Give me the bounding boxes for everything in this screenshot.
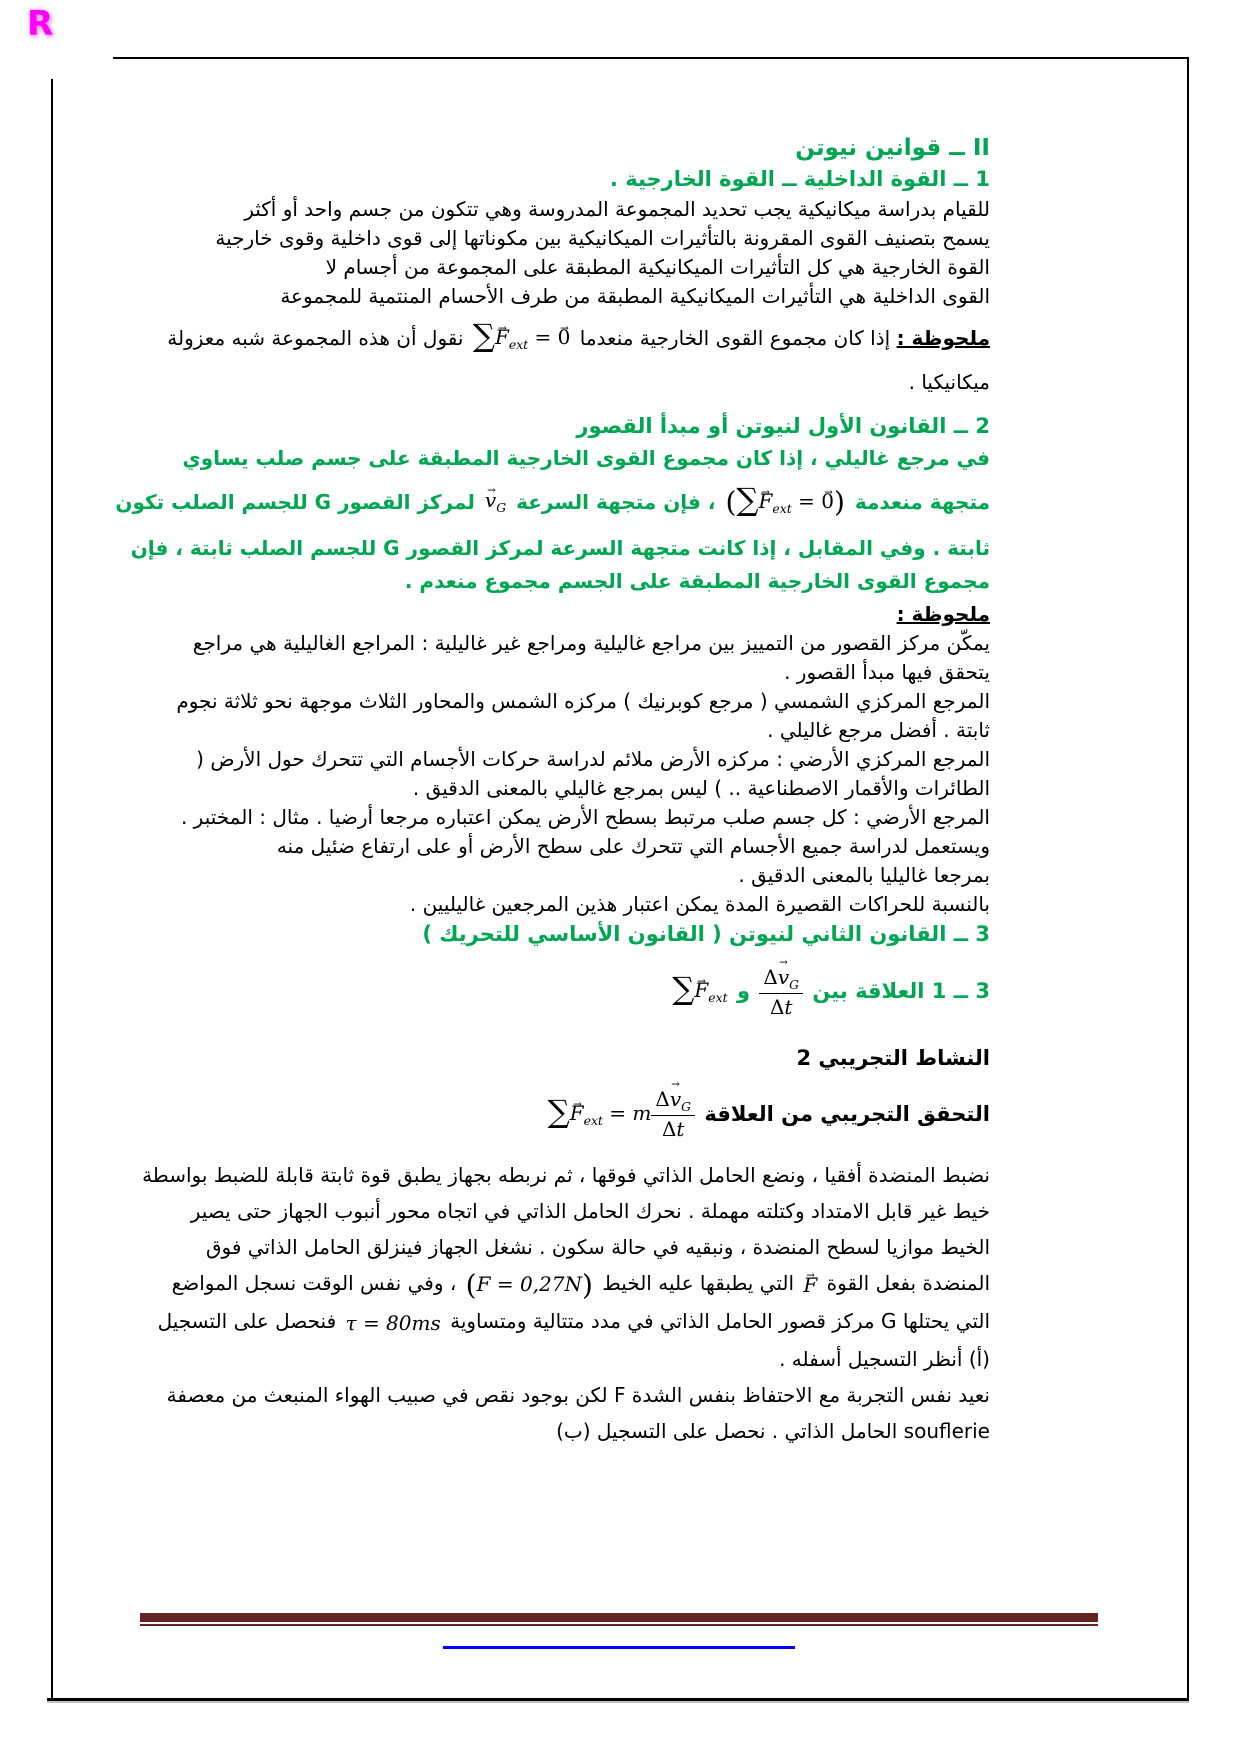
experiment-paragraph	[142, 1157, 990, 1449]
experiment-text: المنضدة بفعل القوة	[826, 1271, 990, 1295]
paragraph-line: للقيام بدراسة ميكانيكية يجب تحديد المجموعة المدروسة وهي تتكون من جسم واحد أو أكثر	[244, 197, 990, 221]
formula-sum-fext-zero-paren: (∑→ $F_{ext}$ = → 0)	[722, 475, 847, 532]
note-2-line: المرجع الأرضي : كل جسم صلب مرتبط بسطح الأرض يمكن اعتباره مرجعا أرضيا . مثال : المختبر .	[180, 805, 990, 829]
experiment-line: الخيط موازيا لسطح المنضدة ، ونبقيه في حالة سكون . نشغل الجهاز فينزلق الحامل الذاتي فوق	[206, 1235, 990, 1259]
note-2-line: يمكّن مركز القصور من التمييز بين مراجع غاليلية ومراجع غير غاليلية : المراجع الغاليلية هي مراجع	[192, 631, 990, 655]
formula-vg: → $v_G$	[482, 477, 509, 531]
logo-r: R	[27, 4, 54, 44]
experiment-line: نضبط المنضدة أفقيا ، ونضع الحامل الذاتي فوقها ، ثم نربطه بجهاز يطبق قوة ثابتة قابلة للضبط بواسطة	[142, 1163, 990, 1187]
formula-dvg-dt: $\frac{\Delta\to v_G}{\Delta t}$	[756, 965, 806, 1021]
note-1-continuation: ميكانيكيا .	[908, 370, 990, 394]
page-border-top	[113, 57, 1189, 59]
formula-force-value: (F = 0,27N)	[465, 1268, 593, 1302]
relation-line	[160, 950, 990, 1035]
newton1-line4: مجموع القوى الخارجية المطبقة على الجسم مجموع منعدم .	[404, 569, 990, 593]
formula-f-vector: → F	[800, 1267, 820, 1303]
experiment-line: خيط غير قابل الامتداد وكتلته مهملة . نحرك الحامل الذاتي في اتجاه محور أنبوب الجهاز حتى يصير	[190, 1199, 990, 1223]
experiment-text: التي يطبقها عليه الخيط	[602, 1271, 795, 1295]
newton1-line2b: ، فإن متجهة السرعة	[516, 490, 716, 514]
note-2-line: بمرجعا غاليليا بالمعنى الدقيق .	[738, 863, 990, 887]
newton1-line2a: متجهة منعدمة	[854, 490, 990, 514]
document-content	[115, 128, 990, 1449]
heading-internal-external-force: 1 ــ القوة الداخلية ــ القوة الخارجية .	[609, 167, 990, 191]
note-2-line: يتحقق فيها مبدأ القصور .	[784, 660, 990, 684]
note-2-line: ويستعمل لدراسة جميع الأجسام التي تتحرك على سطح الأرض أو على ارتفاع ضئيل منه	[276, 834, 990, 858]
paragraph-line: القوى الداخلية هي التأثيرات الميكانيكية المطبقة من طرف الأحسام المنتمية للمجموعة	[280, 284, 990, 308]
paragraph-line: يسمح بتصنيف القوى المقرونة بالتأثيرات الميكانيكية بين مكوناتها إلى قوى داخلية وقوى خارجية	[215, 226, 990, 250]
note-text-before: إذا كان مجموع القوى الخارجية منعدما	[579, 326, 891, 350]
paragraph-line: القوة الخارجية هي كل التأثيرات الميكانيكية المطبقة على المجموعة من أجسام لا	[325, 255, 990, 279]
newton1-line1: في مرجع غاليلي ، إذا كان مجموع القوى الخارجية المطبقة على جسم صلب يساوي	[182, 446, 990, 470]
verify-label: التحقق التجريبي من العلاقة	[704, 1102, 990, 1126]
relation-label: 3 ــ 1 العلاقة بين	[812, 979, 990, 1003]
experiment-text: التي يحتلها G مركز قصور الحامل الذاتي في مدد متتالية ومتساوية	[450, 1309, 990, 1334]
experiment-text: ، وفي نفس الوقت نسجل المواضع	[171, 1271, 457, 1295]
note-2-line: المرجع المركزي الشمسي ( مرجع كوبرنيك ) مركزه الشمس والمحاور الثلاث موجهة نحو ثلاثة نجوم	[176, 689, 990, 713]
formula-sum-fext-zero: ∑→ $F_{ext}$ = → 0	[470, 311, 574, 368]
note-label: ملحوظة :	[896, 326, 990, 350]
verify-line	[160, 1074, 990, 1157]
newton1-line2	[115, 475, 990, 532]
heading-newton-second-law: 3 ــ القانون الثاني لنيوتن ( القانون الأساسي للتحريك )	[422, 922, 990, 946]
note-2-line: المرجع المركزي الأرضي : مركزه الأرض ملائم لدراسة حركات الأجسام التي تتحرك حول الأرض (	[196, 747, 990, 771]
experiment-line-force	[160, 1265, 990, 1303]
activity-title: النشاط التجريبي 2	[796, 1046, 990, 1070]
note-2-line: ثابتة . أفضل مرجع غاليلي .	[767, 718, 990, 742]
experiment-text: فنحصل على التسجيل	[157, 1309, 337, 1334]
note-2-line: بالنسبة للحراكات القصيرة المدة يمكن اعتبار هذين المرجعين غاليليين .	[409, 892, 990, 916]
footer-link[interactable]	[443, 1646, 795, 1649]
experiment-line: souflerie الحامل الذاتي . نحصل على التسجيل (ب)	[556, 1418, 990, 1443]
formula-tau-value: τ = 80ms	[345, 1310, 441, 1335]
heading-newton-first-law: 2 ــ القانون الأول لنيوتن أو مبدأ القصور	[576, 414, 990, 438]
formula-newton2: ∑→ $F_{ext} = m$ $\frac{\Delta\to v_G}{\Delta t}$	[545, 1074, 698, 1157]
newton1-line2c: لمركز القصور G للجسم الصلب تكون	[115, 490, 475, 514]
page-title: II ــ قوانين نيوتن	[795, 135, 990, 161]
page-border-right	[1187, 57, 1189, 1701]
experiment-line: (أ) أنظر التسجيل أسفله .	[779, 1346, 990, 1371]
note-1-line	[160, 311, 990, 368]
experiment-line: نعيد نفس التجربة مع الاحتفاظ بنفس الشدة F لكن بوجود نقص في صبيب الهواء المنبعث من معصفة	[166, 1382, 990, 1407]
page-border-left	[51, 79, 53, 1701]
note-label: ملحوظة :	[896, 602, 990, 626]
page-border-bottom	[47, 1698, 1189, 1701]
note-text-after: نقول أن هذه المجموعة شبه معزولة	[167, 326, 464, 350]
newton1-line3: ثابتة . وفي المقابل ، إذا كانت متجهة السرعة لمركز القصور G للجسم الصلب ثابتة ، فإن	[130, 536, 990, 560]
note-2-label-line	[160, 600, 990, 629]
footer-rule	[140, 1613, 1098, 1626]
relation-conjunction: و	[736, 979, 751, 1003]
formula-sum-fext: ∑→ $F_{ext}$	[669, 950, 730, 1035]
experiment-line-tau	[157, 1303, 990, 1341]
note-2-line: الطائرات والأقمار الاصطناعية .. ) ليس بمرجع غاليلي بالمعنى الدقيق .	[412, 776, 990, 800]
